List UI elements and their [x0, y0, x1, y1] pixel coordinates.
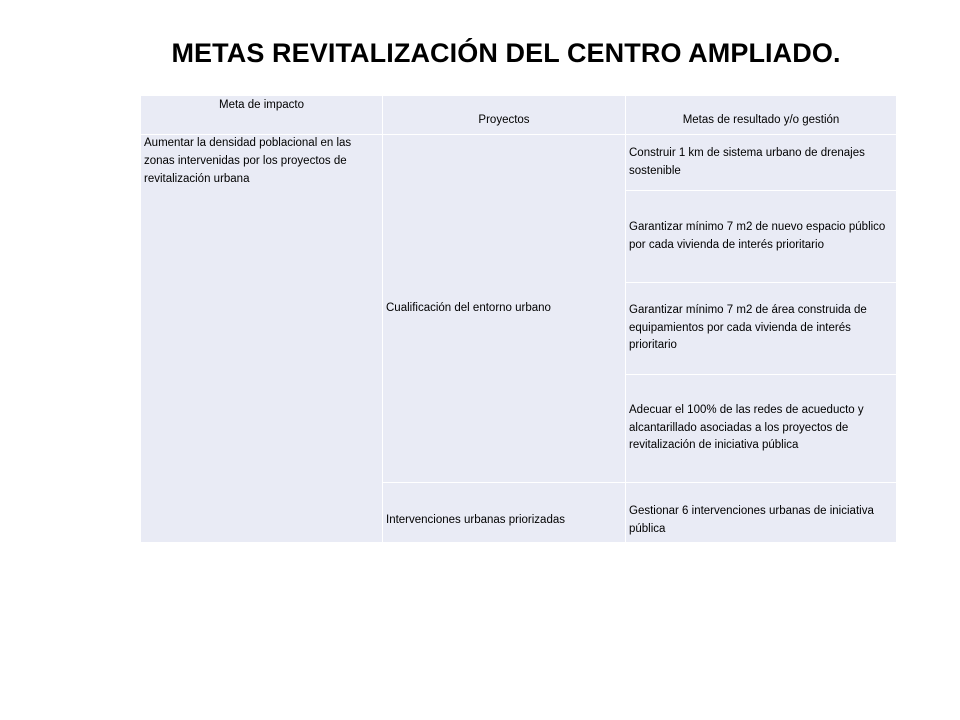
result-goal-cell: Gestionar 6 intervenciones urbanas de iniciativa pública [626, 483, 897, 543]
impact-goal-cell: Aumentar la densidad poblacional en las zonas intervenidas por los proyectos de revitalización urbana [141, 135, 383, 543]
project-cell: Intervenciones urbanas priorizadas [383, 483, 626, 543]
project-cell: Cualificación del entorno urbano [383, 135, 626, 483]
table-row [141, 135, 897, 191]
result-goal-cell: Garantizar mínimo 7 m2 de nuevo espacio público por cada vivienda de interés prioritario [626, 191, 897, 283]
result-goal-cell: Adecuar el 100% de las redes de acueducto y alcantarillado asociadas a los proyectos de revitalización de iniciativa pública [626, 375, 897, 483]
result-goal-cell: Garantizar mínimo 7 m2 de área construida de equipamientos por cada vivienda de interés prioritario [626, 283, 897, 375]
goals-table [140, 95, 897, 543]
slide-title: METAS REVITALIZACIÓN DEL CENTRO AMPLIADO. [171, 38, 841, 68]
header-impact-goal: Meta de impacto [141, 96, 383, 135]
header-row [141, 96, 897, 135]
result-goal-cell: Construir 1 km de sistema urbano de drenajes sostenible [626, 135, 897, 191]
header-projects: Proyectos [383, 96, 626, 135]
header-result-goals: Metas de resultado y/o gestión [626, 96, 897, 135]
